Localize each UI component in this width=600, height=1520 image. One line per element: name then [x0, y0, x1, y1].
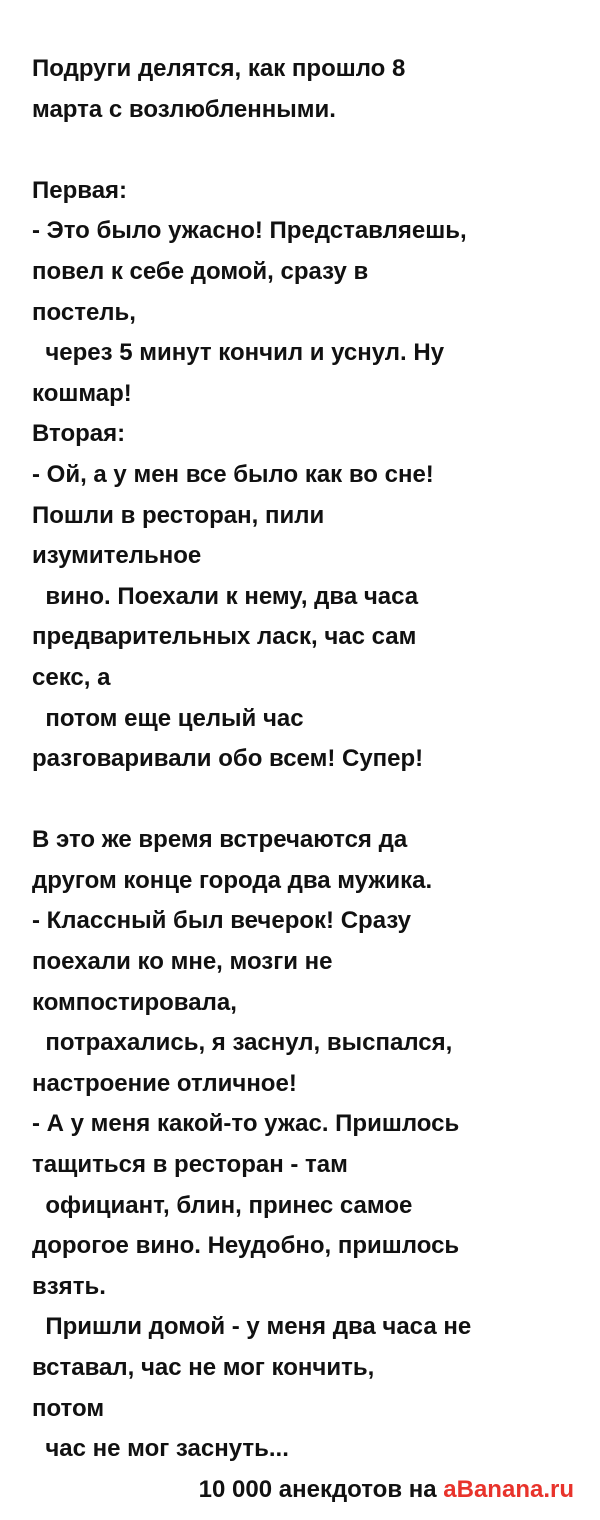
joke-line: изумительное [32, 542, 202, 570]
joke-line [32, 130, 582, 171]
joke-line: поехали ко мне, мозги не [32, 948, 333, 976]
joke-line: потом [32, 1394, 105, 1422]
joke-line [32, 780, 582, 821]
joke-line: другом конце города два мужика. [32, 866, 433, 894]
joke-line: час не мог заснуть... [32, 1435, 289, 1463]
joke-line: взять. [32, 1272, 106, 1300]
footer-tagline [199, 1474, 574, 1506]
joke-line: кошмар! [32, 379, 132, 407]
joke-line: Подруги делятся, как прошло 8 [32, 55, 406, 82]
joke-line: дорогое вино. Неудобно, пришлось [32, 1232, 460, 1260]
joke-line: через 5 минут кончил и уснул. Ну [32, 339, 445, 367]
joke-line: предварительных ласк, час сам [32, 623, 417, 651]
joke-line: вино. Поехали к нему, два часа [32, 582, 419, 610]
joke-line: потом еще целый час [32, 704, 304, 732]
joke-line: - Ой, а у мен все было как во сне! [32, 460, 434, 488]
joke-line: постель, [32, 298, 136, 326]
joke-line: тащиться в ресторан - там [32, 1151, 348, 1179]
joke-line: В это же время встречаются да [32, 826, 408, 854]
joke-line: марта с возлюбленными. [32, 95, 336, 123]
joke-line: повел к себе домой, сразу в [32, 257, 369, 285]
joke-line: Пришли домой - у меня два часа не [32, 1313, 472, 1341]
footer-prefix: 10 000 анекдотов на [198, 1476, 444, 1503]
joke-line: вставал, час не мог кончить, [32, 1354, 375, 1381]
joke-line: потрахались, я заснул, выспался, [32, 1029, 453, 1057]
joke-line: официант, блин, принес самое [32, 1191, 413, 1219]
joke-line: компостировала, [32, 988, 237, 1016]
joke-line: Вторая: [32, 420, 126, 448]
joke-line: Первая: [32, 176, 128, 204]
joke-text [32, 49, 582, 1470]
joke-line: - А у меня какой-то ужас. Пришлось [32, 1110, 460, 1138]
joke-line: - Классный был вечерок! Сразу [32, 907, 412, 935]
joke-line: разговаривали обо всем! Супер! [32, 745, 424, 773]
joke-line: секс, а [32, 663, 111, 691]
joke-line: - Это было ужасно! Представляешь, [32, 217, 467, 245]
site-brand-link[interactable]: aBanana.ru [443, 1476, 574, 1503]
joke-line: настроение отличное! [32, 1069, 297, 1097]
joke-line: Пошли в ресторан, пили [32, 501, 325, 529]
